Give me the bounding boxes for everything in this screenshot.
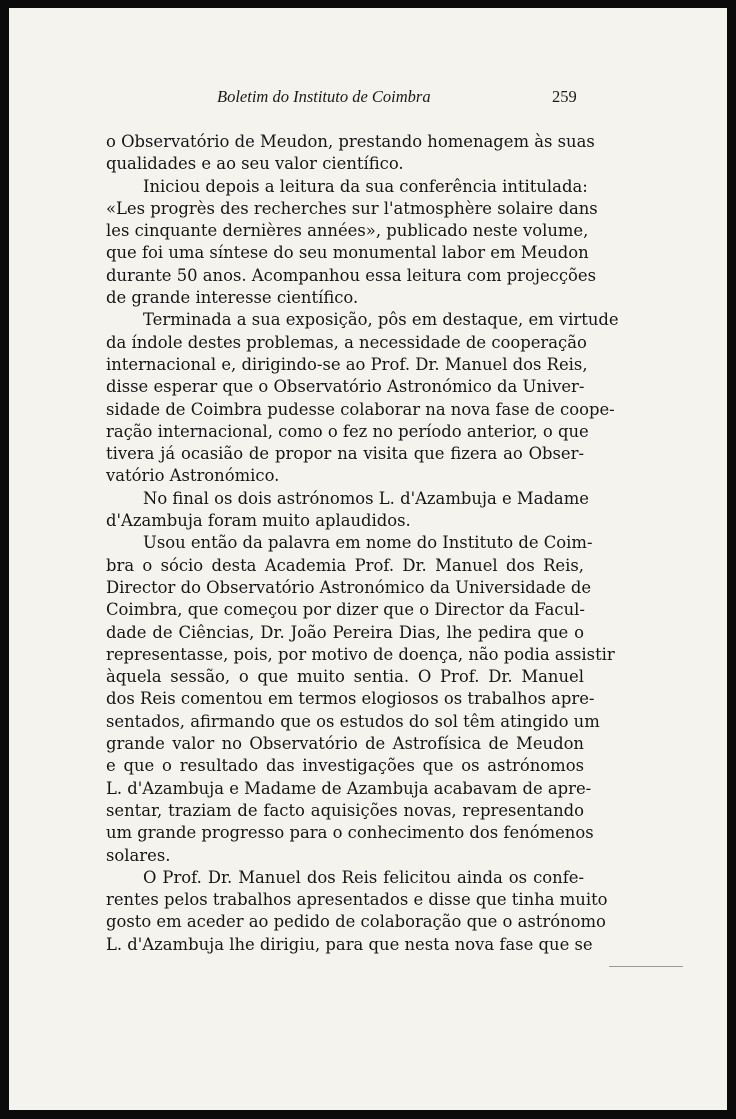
text-line: sidade de Coimbra pudesse colaborar na nova fase de coope- — [106, 399, 615, 419]
text-line: representasse, pois, por motivo de doença, não podia assistir — [106, 644, 615, 664]
journal-title: Boletim do Instituto de Coimbra — [217, 87, 431, 106]
text-line: L. d'Azambuja e Madame de Azambuja acabavam de apre- — [106, 778, 592, 798]
text-line: da índole destes problemas, a necessidade de cooperação — [106, 332, 587, 352]
text-line: tivera já ocasião de propor na visita que fizera ao Obser- — [106, 444, 584, 464]
text-line: solares. — [106, 845, 171, 865]
text-line: àquela sessão, o que muito sentia. O Prof. Dr. Manuel — [106, 667, 584, 687]
text-line: sentados, afirmando que os estudos do sol têm atingido um — [106, 711, 600, 731]
text-line: um grande progresso para o conhecimento dos fenómenos — [106, 823, 594, 843]
text-line: sentar, traziam de facto aquisições novas, representando — [106, 800, 584, 820]
footer-rule — [609, 966, 683, 967]
text-line: gosto em aceder ao pedido de colaboração que o astrónomo — [106, 912, 606, 932]
text-line: Terminada a sua exposição, pôs em destaque, em virtude — [143, 310, 619, 330]
text-line: «Les progrès des recherches sur l'atmosphère solaire dans — [106, 198, 598, 218]
text-line: Usou então da palavra em nome do Instituto de Coim- — [143, 533, 593, 553]
text-line: qualidades e ao seu valor científico. — [106, 154, 404, 174]
text-line: grande valor no Observatório de Astrofísica de Meudon — [106, 734, 584, 754]
text-line: Coimbra, que começou por dizer que o Director da Facul- — [106, 600, 585, 620]
text-line: dade de Ciências, Dr. João Pereira Dias, lhe pedira que o — [106, 622, 584, 642]
text-line: bra o sócio desta Academia Prof. Dr. Manuel dos Reis, — [106, 555, 584, 575]
text-line: Director do Observatório Astronómico da Universidade de — [106, 577, 592, 597]
text-line: No final os dois astrónomos L. d'Azambuja e Madame — [143, 488, 589, 508]
text-line: internacional e, dirigindo-se ao Prof. Dr. Manuel dos Reis, — [106, 354, 588, 374]
text-line: O Prof. Dr. Manuel dos Reis felicitou ainda os confe- — [143, 867, 584, 887]
text-line: rentes pelos trabalhos apresentados e disse que tinha muito — [106, 890, 608, 910]
text-line: vatório Astronómico. — [106, 466, 280, 486]
text-line: L. d'Azambuja lhe dirigiu, para que nesta nova fase que se — [106, 934, 593, 954]
text-line: o Observatório de Meudon, prestando homenagem às suas — [106, 132, 595, 151]
text-line: de grande interesse científico. — [106, 288, 359, 308]
text-line: durante 50 anos. Acompanhou essa leitura com projecções — [106, 265, 597, 285]
text-line: Iniciou depois a leitura da sua conferência intitulada: — [143, 176, 588, 196]
running-header — [9, 87, 727, 111]
text-line: dos Reis comentou em termos elogiosos os trabalhos apre- — [106, 689, 595, 709]
text-line: les cinquante dernières années», publicado neste volume, — [106, 221, 589, 241]
text-line: ração internacional, como o fez no período anterior, o que — [106, 421, 589, 441]
text-line: d'Azambuja foram muito aplaudidos. — [106, 511, 411, 531]
text-line: e que o resultado das investigações que os astrónomos — [106, 756, 584, 776]
document-page — [9, 8, 727, 1110]
body-text — [106, 131, 619, 956]
text-line: que foi uma síntese do seu monumental labor em Meudon — [106, 243, 589, 263]
page-number: 259 — [552, 87, 577, 106]
text-line: disse esperar que o Observatório Astronómico da Univer- — [106, 377, 585, 397]
